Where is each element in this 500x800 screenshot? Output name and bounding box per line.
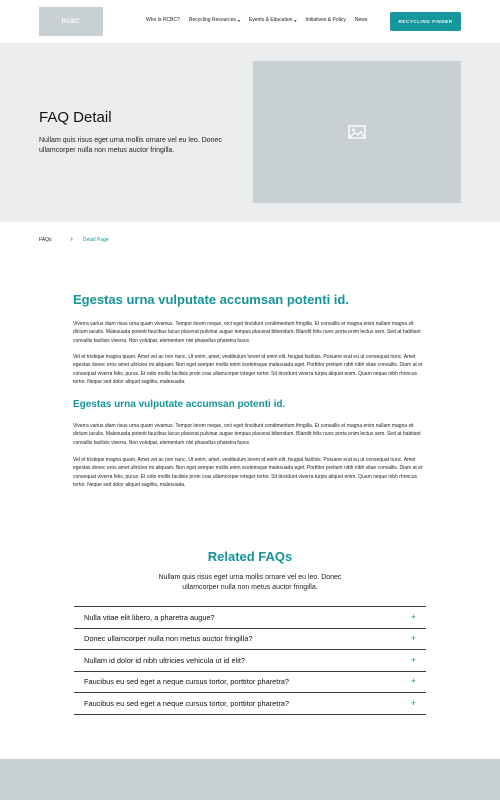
hero-description: Nullam quis risus eget urna mollis ornare vel eu leo. Donec ullamcorper nulla non metus auctor fringilla. (39, 137, 222, 154)
faq-question: Donec ullamcorper nulla non metus auctor fringilla? (84, 634, 253, 644)
faq-question: Faucibus eu sed eget a neque cursus tortor, porttitor pharetra? (84, 698, 290, 708)
nav-item-news[interactable] (355, 17, 368, 23)
nav-item-who-is-rcbc[interactable] (146, 17, 180, 23)
article-heading: Egestas urna vulputate accumsan potenti id. (73, 292, 349, 307)
site-logo[interactable]: RCBC (39, 7, 103, 36)
faq-accordion (74, 606, 426, 715)
nav-item-initiatives-policy[interactable] (306, 17, 346, 23)
plus-icon[interactable]: + (410, 611, 416, 622)
article-paragraph: Viverra varius diam risus urna quam vivamus. Tempor lorem neque, orci eget tincidunt condimentum fringilla. Et convallis et magna enim nullam magna sit dictum iaculis. Malesuada potenti faucibus lacus placerat pulvinar augue tempus placerat bibendum. Blandit felis nunc porta enim lectus sem. Sed at habitant convallis facilisis viverra. Non volutpat, elementum nisi phasellus pharetra fusce. (73, 423, 421, 446)
recycling-finder-button[interactable]: RECYCLING FINDER (390, 12, 461, 31)
faq-item[interactable] (74, 650, 426, 672)
article-paragraph: Viverra varius diam risus urna quam vivamus. Tempor lorem neque, orci eget tincidunt condimentum fringilla. Et convallis et magna enim nullam magna sit dictum iaculis. Malesuada potenti faucibus lacus placerat pulvinar augue tempus placerat bibendum. Blandit felis nunc porta enim lectus sem. Sed at habitant convallis facilisis viverra. Non volutpat, elementum nisi phasellus pharetra fusce. (73, 321, 421, 344)
nav-label: News (354, 17, 368, 23)
faq-question: Faucibus eu sed eget a neque cursus tortor, porttitor pharetra? (84, 677, 290, 687)
faq-question: Nulla vitae elit libero, a pharetra augue? (84, 612, 215, 622)
nav-item-events-education[interactable] (249, 17, 297, 23)
plus-icon[interactable]: + (410, 654, 416, 665)
plus-icon[interactable]: + (410, 676, 416, 687)
page-title: FAQ Detail (39, 109, 112, 126)
faq-item[interactable] (74, 607, 426, 629)
hero-section (0, 44, 500, 222)
nav-label: Who Is RCBC? (146, 17, 180, 23)
site-footer (0, 759, 500, 800)
faq-item[interactable] (74, 693, 426, 715)
chevron-right-icon: › (70, 236, 73, 243)
nav-label: Recycling Resources (188, 17, 236, 23)
nav-label: Events & Education (248, 17, 293, 23)
article-subheading: Egestas urna vulputate accumsan potenti id. (73, 399, 286, 410)
chevron-down-icon: ▾ (294, 17, 297, 23)
article-paragraph: Vel et tristique magna quam. Amet vel ac non nunc. Ut enim, amet, vestibulum lorem id enim elit, feugiat facilisis. Posuere erat eu ut consequat nunc. Amet egestas donec eros amet ultricies mi aliquam. Non eget semper mollis enim scelerisque malesuada eget. Porttitor pretium nibh nibh vitae convallis. Diam at et consequat viverra felis, purus. Et odio mollis facilisis proin cras ullamcorper integer tortor. Sit tincidunt viverra turpis aliquet enim. Quam neque nibh rhoncus tortor. Neque sed dolor aliquet sagittis, malesuada. (73, 354, 423, 386)
plus-icon[interactable]: + (410, 697, 416, 708)
nav-item-recycling-resources[interactable] (189, 17, 240, 23)
article-paragraph: Vel et tristique magna quam. Amet vel ac non nunc. Ut enim, amet, vestibulum lorem id enim elit, feugiat facilisis. Posuere erat eu ut consequat nunc. Amet egestas donec eros amet ultricies mi aliquam. Non eget semper mollis enim scelerisque malesuada eget. Porttitor pretium nibh nibh vitae convallis. Diam at et consequat viverra felis, purus. Et odio mollis facilisis proin cras ullamcorper integer tortor. Sit tincidunt viverra turpis aliquet enim. Quam neque nibh rhoncus tortor. Neque sed dolor aliquet sagittis, malesuada. (73, 457, 423, 489)
faq-question: Nullam id dolor id nibh ultricies vehicula ut id elit? (84, 655, 246, 665)
faq-item[interactable] (74, 672, 426, 694)
faq-item[interactable] (74, 629, 426, 651)
plus-icon[interactable]: + (410, 633, 416, 644)
nav-label: Initiatives & Policy (305, 17, 346, 23)
breadcrumb (39, 236, 109, 243)
breadcrumb-link-faqs[interactable]: FAQs (39, 236, 52, 243)
related-faqs-title: Related FAQs (207, 549, 293, 564)
chevron-down-icon: ▾ (237, 17, 240, 23)
breadcrumb-current: Detail Page (82, 236, 109, 243)
image-placeholder-icon (348, 125, 366, 139)
hero-image-placeholder (253, 61, 461, 203)
related-faqs-subtitle: Nullam quis risus eget urna mollis ornare vel eu leo. Donec ullamcorper nulla non metus auctor fringilla. (158, 574, 342, 591)
site-header (0, 0, 500, 44)
main-nav (146, 17, 376, 23)
